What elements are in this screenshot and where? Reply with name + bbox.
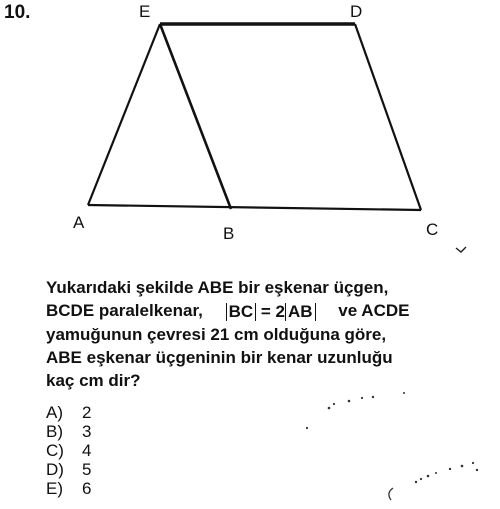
stem-line-3: yamuğunun çevresi 21 cm olduğuna göre,: [46, 325, 387, 345]
question-number: 10.: [4, 2, 31, 23]
option-value: 5: [82, 460, 92, 479]
option-letter: D): [46, 460, 64, 479]
option-value: 4: [82, 441, 92, 460]
stem-line-1: Yukarıdaki şekilde ABE bir eşkenar üçgen,: [46, 278, 389, 297]
point-label-e: E: [139, 2, 151, 21]
option-value: 2: [82, 403, 92, 422]
point-label-a: A: [73, 213, 85, 232]
abs-bc: BC: [226, 303, 257, 321]
stem-line-4: ABE eşkenar üçgeninin bir kenar uzunluğu: [46, 348, 393, 368]
stem-line-2-start: BCDE paralelkenar,: [46, 301, 203, 320]
option-letter: C): [46, 441, 64, 460]
option-letter: E): [46, 479, 63, 498]
option-letter: A): [46, 403, 63, 422]
option-value: 3: [82, 422, 92, 441]
stem-line-2-end: ve ACDE: [338, 301, 410, 320]
stem-line-5: kaç cm dir?: [46, 371, 141, 391]
point-label-d: D: [350, 2, 363, 21]
point-label-b: B: [223, 224, 235, 243]
option-letter: B): [46, 422, 63, 441]
option-value: 6: [82, 479, 92, 498]
point-label-c: C: [426, 220, 439, 239]
abs-ab: AB: [285, 303, 316, 321]
equation-middle: = 2: [260, 302, 285, 322]
